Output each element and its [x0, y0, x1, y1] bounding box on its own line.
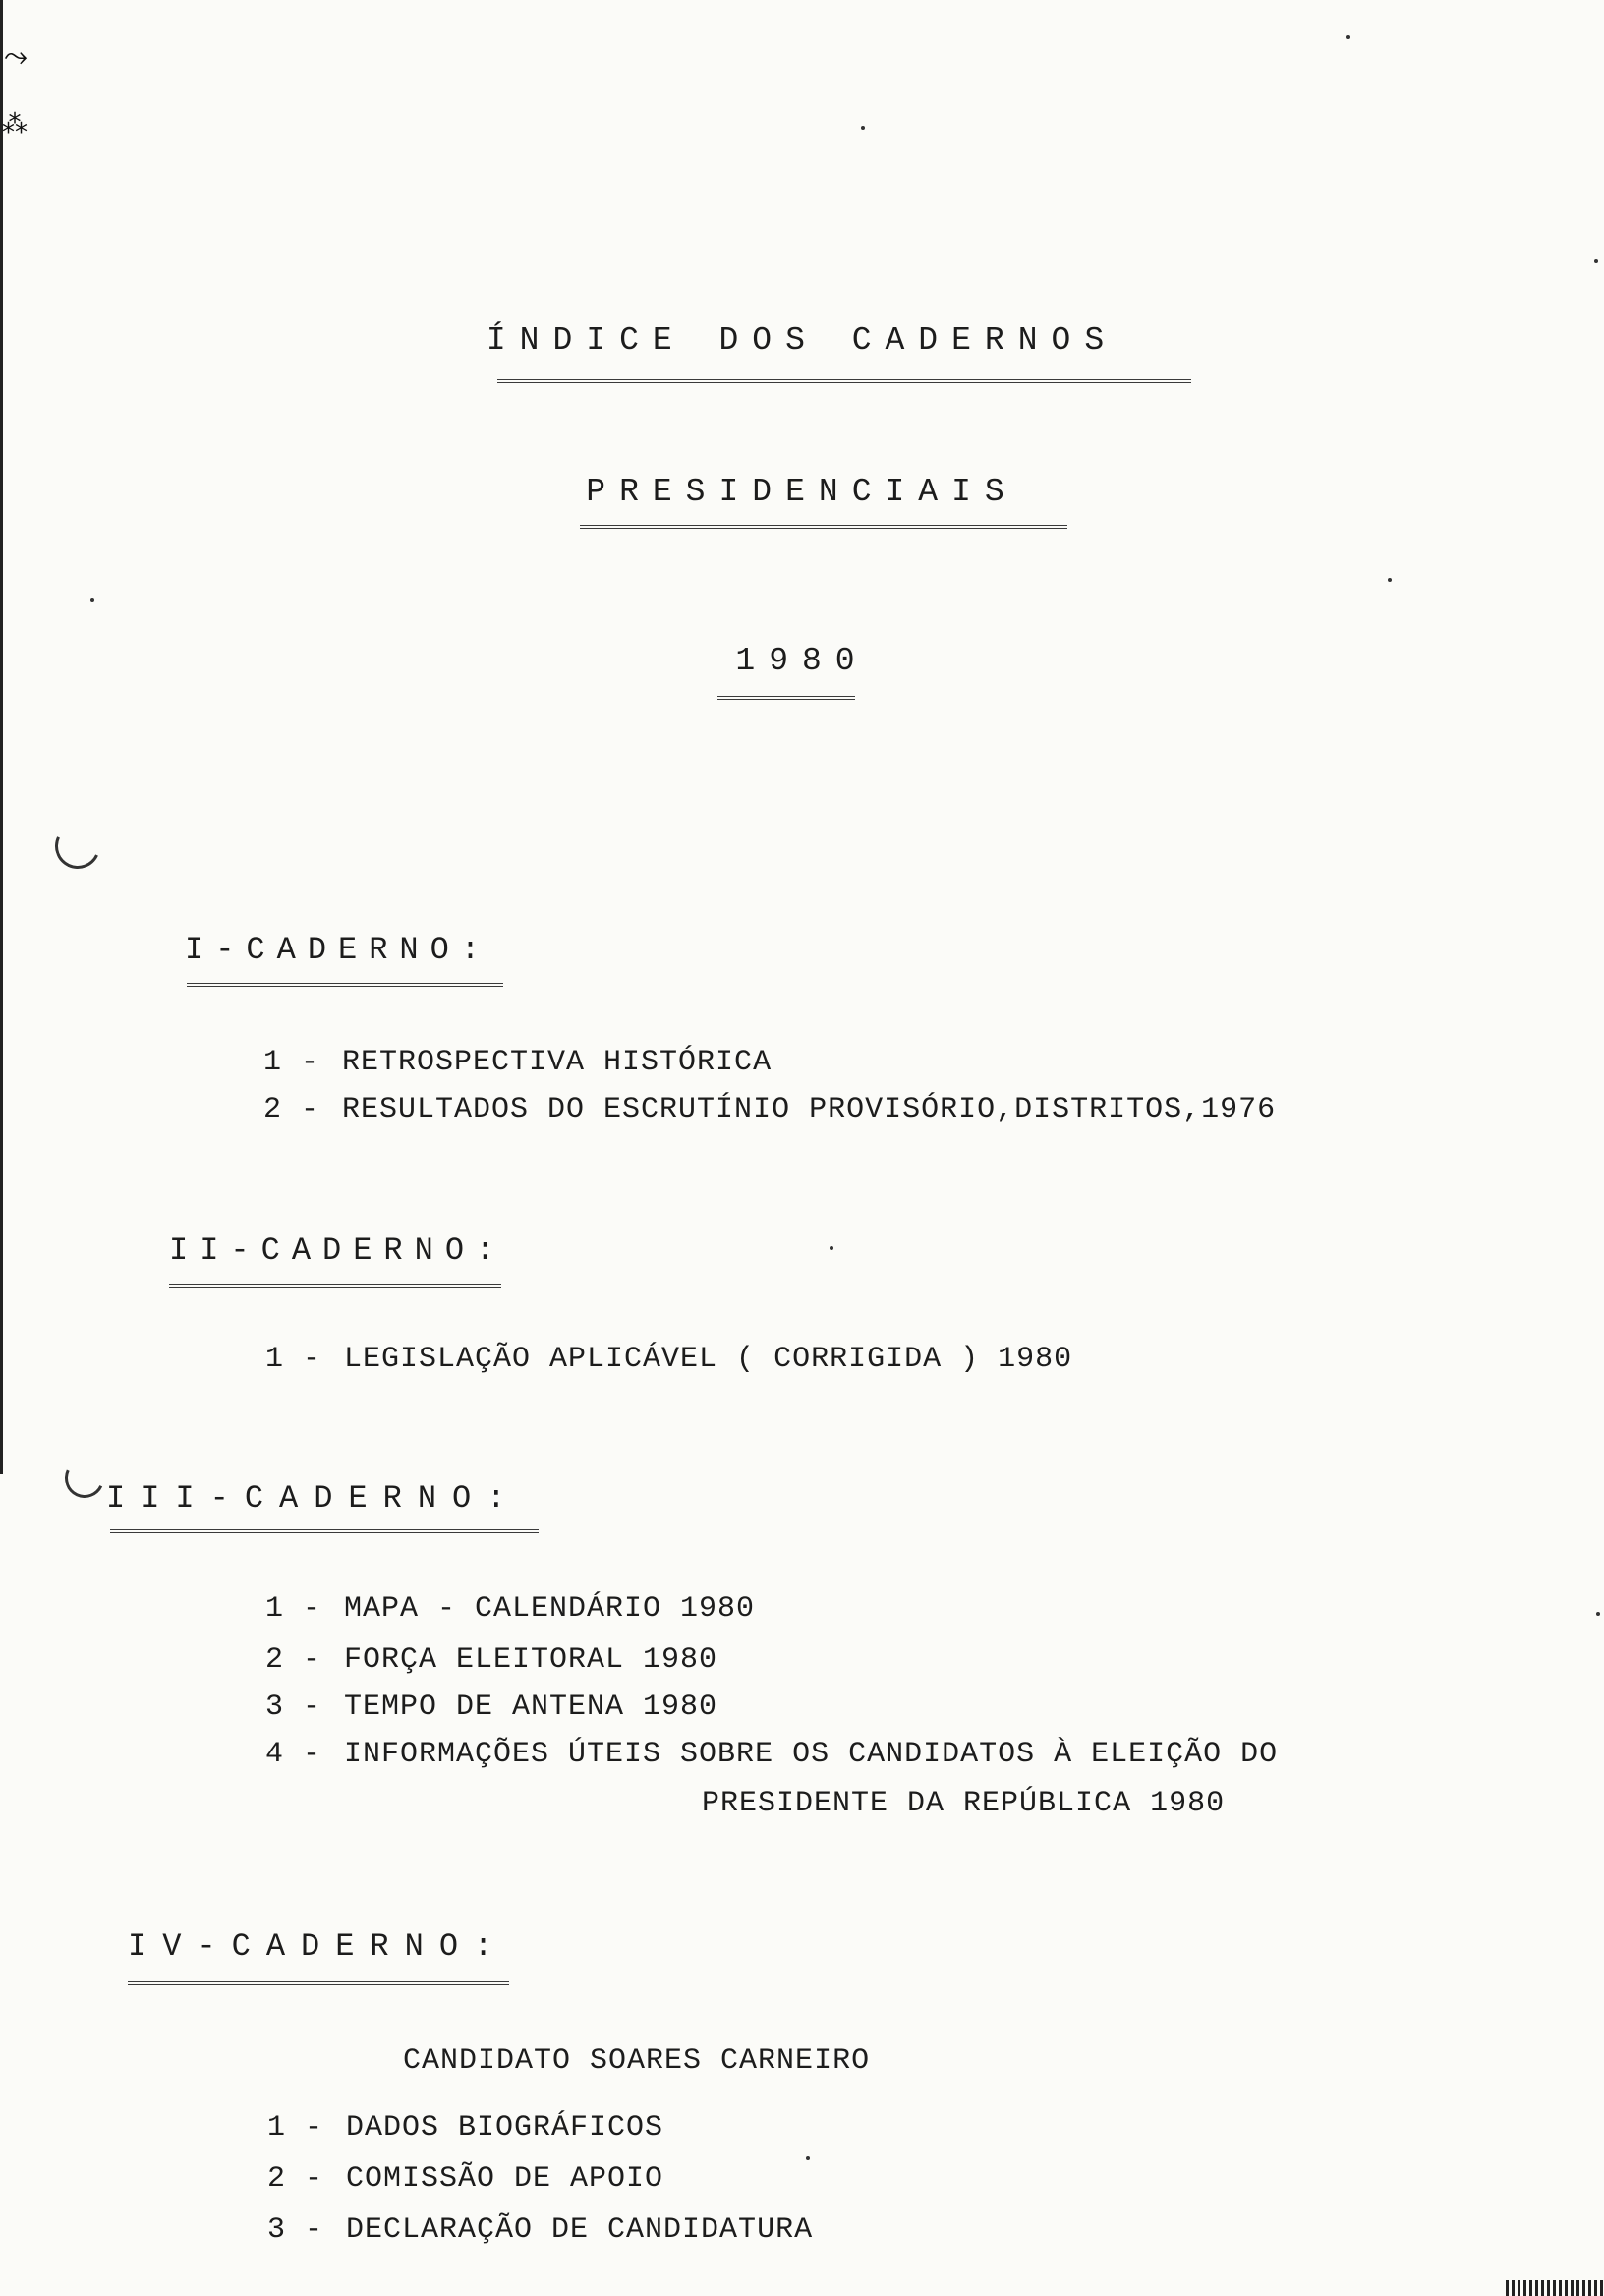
item-number: 1 -	[263, 1046, 320, 1079]
scan-speck	[861, 126, 865, 130]
subtitle-underline	[580, 525, 1067, 529]
scan-speck	[1346, 35, 1350, 39]
list-item	[265, 1643, 717, 1677]
document-title: ÍNDICE DOS CADERNOS	[486, 322, 1118, 359]
page-edge	[0, 0, 3, 1474]
item-number: 2 -	[263, 1093, 320, 1126]
item-number: 1 -	[267, 2111, 324, 2145]
item-number: 1 -	[265, 1343, 322, 1376]
item-text: INFORMAÇÕES ÚTEIS SOBRE OS CANDIDATOS À ELEIÇÃO DO	[344, 1738, 1279, 1771]
item-text: RESULTADOS DO ESCRUTÍNIO PROVISÓRIO,DISTRITOS,1976	[342, 1093, 1277, 1126]
section-underline	[169, 1284, 501, 1288]
item-text: DADOS BIOGRÁFICOS	[346, 2111, 664, 2145]
scan-speck	[1596, 1612, 1600, 1616]
section-heading-3: III-CADERNO:	[106, 1480, 522, 1517]
scan-speck	[90, 598, 94, 602]
scan-speck	[806, 2156, 810, 2160]
list-item	[265, 1691, 717, 1724]
item-text: COMISSÃO DE APOIO	[346, 2162, 664, 2196]
list-item	[263, 1093, 1276, 1126]
section-heading-2: II-CADERNO:	[169, 1233, 507, 1269]
pencil-arc-mark	[59, 1453, 109, 1503]
item-text: LEGISLAÇÃO APLICÁVEL ( CORRIGIDA ) 1980	[344, 1343, 1073, 1376]
scan-speck	[1594, 259, 1598, 263]
item-number: 3 -	[267, 2213, 324, 2247]
section-underline	[110, 1529, 539, 1533]
scan-speck	[830, 1246, 833, 1250]
list-item	[267, 2213, 813, 2247]
list-item	[265, 1343, 1072, 1376]
margin-mark: ⤳	[4, 39, 28, 74]
list-item	[267, 2162, 663, 2196]
section-underline	[187, 983, 503, 987]
scan-artifact	[1506, 2280, 1604, 2296]
item-number: 2 -	[265, 1643, 322, 1677]
candidate-subheading: CANDIDATO SOARES CARNEIRO	[403, 2044, 871, 2078]
list-item	[263, 1046, 772, 1079]
year-underline	[717, 696, 855, 700]
list-item-continuation: PRESIDENTE DA REPÚBLICA 1980	[702, 1787, 1226, 1820]
document-year: 1980	[735, 643, 869, 679]
list-item	[265, 1738, 1278, 1771]
list-item	[265, 1592, 755, 1626]
item-number: 4 -	[265, 1738, 322, 1771]
list-item	[267, 2111, 663, 2145]
item-number: 3 -	[265, 1691, 322, 1724]
item-text: FORÇA ELEITORAL 1980	[344, 1643, 718, 1677]
section-underline	[128, 1981, 509, 1985]
scan-speck	[1388, 578, 1392, 582]
item-text: DECLARAÇÃO DE CANDIDATURA	[346, 2213, 814, 2247]
item-number: 1 -	[265, 1592, 322, 1626]
item-text: RETROSPECTIVA HISTÓRICA	[342, 1046, 773, 1079]
item-number: 2 -	[267, 2162, 324, 2196]
pencil-arc-mark	[49, 818, 107, 876]
item-text: MAPA - CALENDÁRIO 1980	[344, 1592, 756, 1626]
document-subtitle: PRESIDENCIAIS	[586, 474, 1018, 510]
section-heading-4: IV-CADERNO:	[128, 1928, 509, 1965]
title-underline	[497, 379, 1191, 383]
margin-mark: ⁂	[2, 110, 28, 140]
item-text: TEMPO DE ANTENA 1980	[344, 1691, 718, 1724]
section-heading-1: I-CADERNO:	[185, 932, 492, 968]
